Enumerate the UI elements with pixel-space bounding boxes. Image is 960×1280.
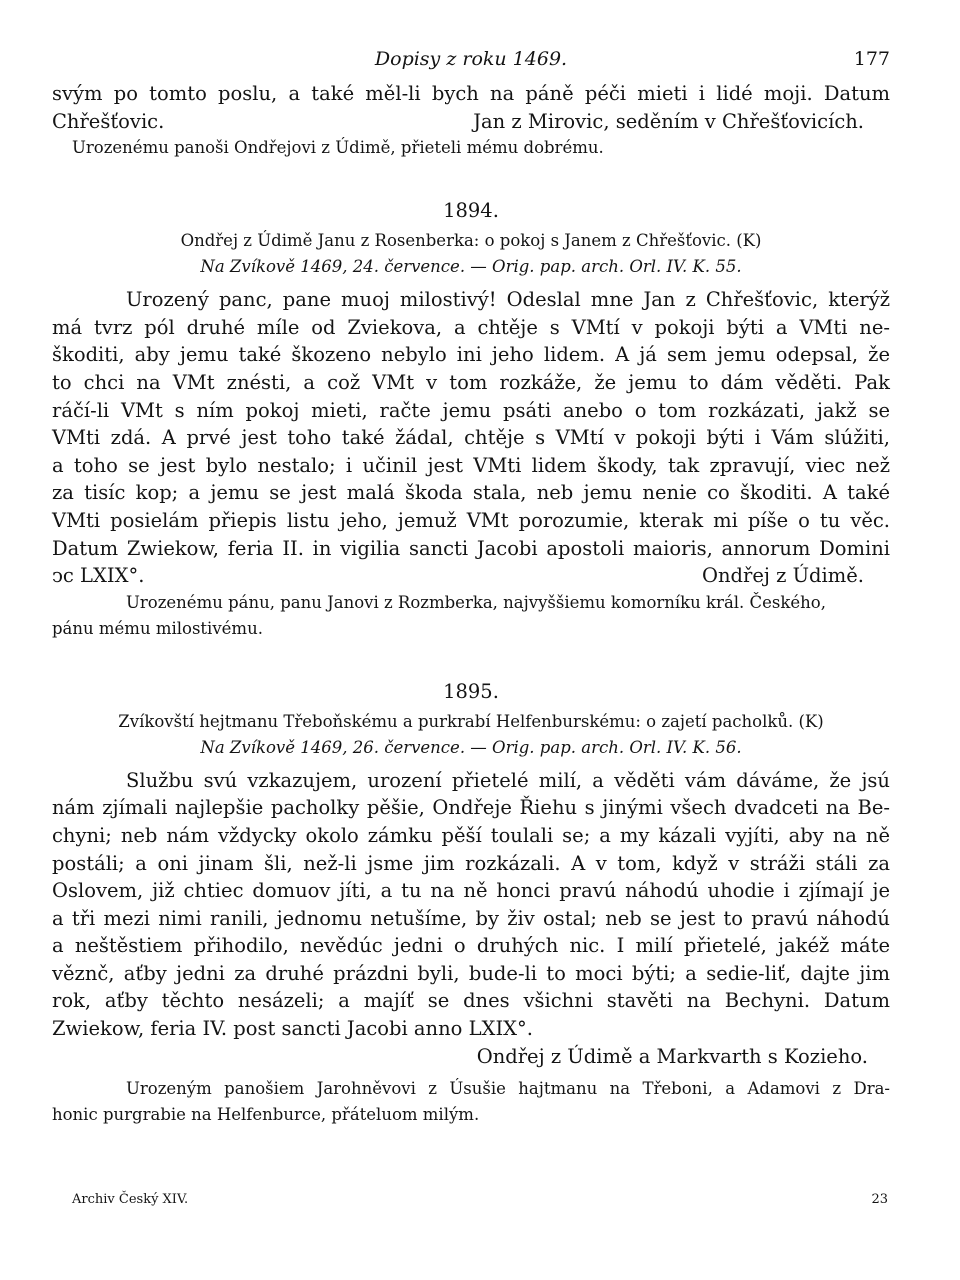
text-line: VMti posielám přiepis listu jeho, jemuž VMt porozumie, kterak mi píše o tu věc. bbox=[52, 508, 890, 532]
text-line: Datum Zwiekow, feria II. in vigilia sancti Jacobi apostoli maioris, annorum Domini bbox=[52, 536, 890, 560]
address-line: honic purgrabie na Helfenburce, přáteluom milým. bbox=[52, 1105, 480, 1125]
address-line: Urozeným panošiem Jarohněvovi z Úsušie hajtmanu na Třeboni, a Adamovi z Dra- bbox=[126, 1079, 890, 1099]
text-line: má tvrz pól druhé míle od Zviekova, a chtěje s VMtí v pokoji býti a VMti ne- bbox=[52, 315, 890, 339]
text-line: svým po tomto poslu, a také měl-li bych na páně péči mieti i lidé moji. Datum bbox=[52, 82, 890, 105]
letter-body bbox=[52, 767, 890, 1071]
text-line: postáli; a oni jinam šli, než-li jsme jim rozkázali. A v tom, když v stráži stáli za bbox=[52, 851, 890, 875]
text-line: za tisíc kop; a jemu se jest malá škoda stala, neb jemu nenie co škoditi. A také bbox=[52, 481, 890, 505]
document-page bbox=[52, 46, 890, 1128]
text-line: chyni; neb nám vždycky okolo zámku pěší toulali se; a my kázali vyjíti, aby na ně bbox=[52, 823, 890, 847]
document-summary: Ondřej z Údimě Janu z Rosenberka: o pokoj s Janem z Chřešťovic. (K) bbox=[180, 231, 762, 251]
text-fragment: Chřešťovic. bbox=[52, 109, 165, 133]
page-number: 177 bbox=[853, 48, 890, 70]
text-line bbox=[52, 108, 890, 136]
document-number: 1894. bbox=[443, 199, 499, 223]
text-line: škoditi, aby jemu také škozeno nebylo ini jeho lidem. A já sem jemu odepsal, že bbox=[52, 343, 890, 367]
text-line: Zwiekow, feria IV. post sancti Jacobi anno LXIX°. bbox=[52, 1017, 533, 1041]
footer-archive: Archiv Český XIV. bbox=[72, 1192, 189, 1207]
document-summary: Zvíkovští hejtmanu Třeboňskému a purkrabí Helfenburskému: o zajetí pacholků. (K) bbox=[118, 711, 824, 731]
text-line: to chci na VMt znésti, a což VMt v tom rozkáže, že jemu to dám věděti. Pak bbox=[52, 370, 890, 394]
text-line: a tři mezi nimi ranili, jednomu netušíme, by živ ostal; neb se jest to pravú náhodú bbox=[52, 906, 890, 930]
document-source: Na Zvíkově 1469, 26. července. — Orig. pap. arch. Orl. IV. K. 56. bbox=[200, 737, 742, 757]
text-line bbox=[52, 562, 890, 590]
document-source: Na Zvíkově 1469, 24. července. — Orig. pap. arch. Orl. IV. K. 55. bbox=[200, 257, 742, 277]
text-line: a neštěstiem přihodilo, nevědúc jedni o druhých nic. I milí přietelé, jakéž máte bbox=[52, 934, 890, 958]
address-block bbox=[52, 1076, 890, 1128]
signature: Jan z Mirovic, seděním v Chřešťovicích. bbox=[473, 109, 864, 133]
running-title: Dopisy z roku 1469. bbox=[374, 48, 568, 70]
text-line: a toho se jest bylo nestalo; i učinil jest VMti lidem škody, tak zpravují, viec než bbox=[52, 453, 890, 477]
text-line: věznč, aťby jedni za druhé prázdni byli, bude-li to moci býti; a sedie-liť, dajte jim bbox=[52, 961, 890, 985]
prev-letter-body bbox=[52, 80, 890, 135]
signature: Ondřej z Údimě. bbox=[702, 564, 864, 588]
document-number: 1895. bbox=[443, 679, 499, 703]
text-line: ráčí-li VMt s ním pokoj mieti, račte jemu psáti anebo o tom rozkázati, jakž se bbox=[52, 398, 890, 422]
text-line: Službu svú vzkazujem, urození přietelé milí, a věděti vám dáváme, že jsú bbox=[126, 768, 890, 792]
text-line: nám zjímali najlepšie pacholky pěšie, Ondřeje Řiehu s jinými všech dvadceti na Be- bbox=[52, 796, 890, 820]
footer-sheet-number: 23 bbox=[871, 1192, 888, 1207]
address-line: Urozenému panoši Ondřejovi z Údimě, přieteli mému dobrému. bbox=[72, 138, 604, 158]
page-header bbox=[52, 46, 890, 80]
address-block bbox=[52, 590, 890, 642]
address-line: pánu mému milostivému. bbox=[52, 618, 263, 638]
text-line: rok, aťby těchto nesázeli; a majíť se dnes všichni stavěti na Bechyni. Datum bbox=[52, 989, 890, 1013]
signature: Ondřej z Údimě a Markvarth s Kozieho. bbox=[476, 1044, 868, 1068]
text-line: VMti zdá. A prvé jest toho také žádal, chtěje s VMtí v pokoji býti i Vám slúžiti, bbox=[52, 426, 890, 450]
address-line: Urozenému pánu, panu Janovi z Rozmberka, najvyššiemu komorníku král. Českého, bbox=[126, 592, 826, 612]
text-line: Oslovem, již chtiec domuov jíti, a tu na ně honci pravú náhodú uhodie i zjímají je bbox=[52, 879, 890, 903]
text-fragment: ↄc LXIX°. bbox=[52, 564, 145, 588]
text-line: Urozený panc, pane muoj milostivý! Odeslal mne Jan z Chřešťovic, kterýž bbox=[126, 288, 890, 312]
letter-body bbox=[52, 286, 890, 590]
